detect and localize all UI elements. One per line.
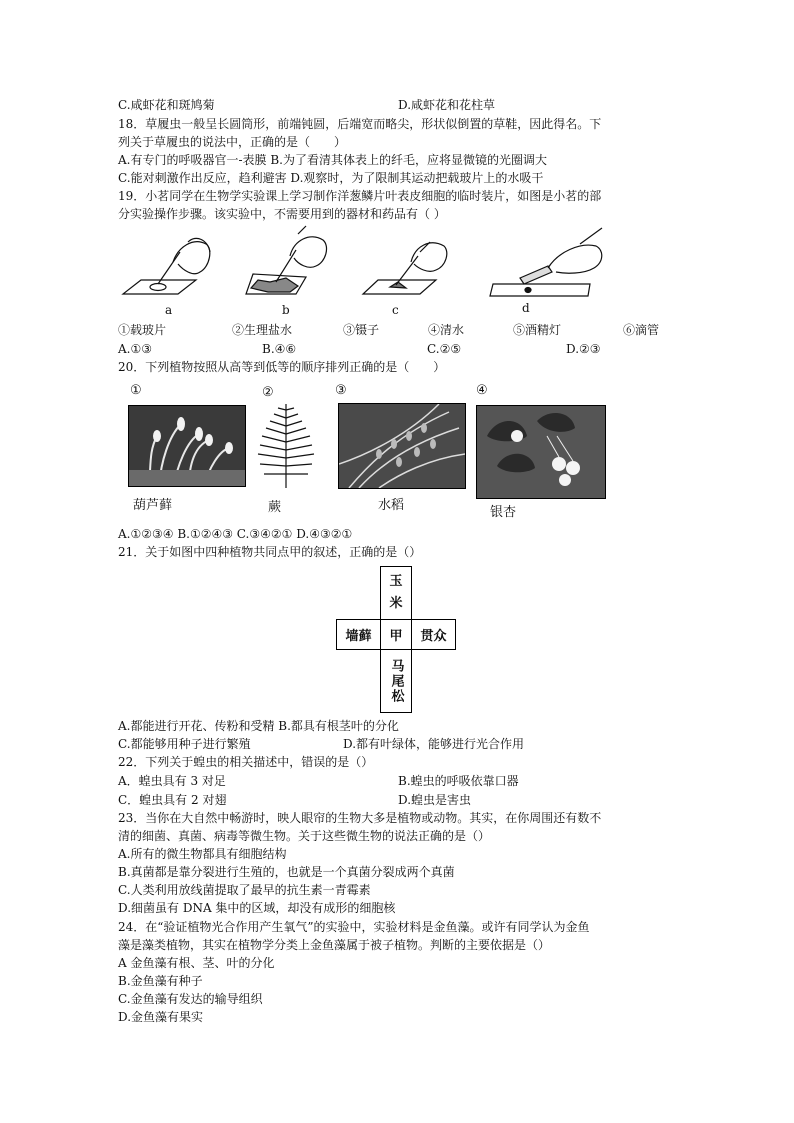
q19-figure <box>118 222 618 318</box>
moss-photo <box>128 405 246 487</box>
step-d-sketch <box>490 228 602 296</box>
q20-num-4: ④ <box>476 383 488 398</box>
q21-option-c: C.都能够用种子进行繁殖 <box>118 737 251 751</box>
q20-options: A.①②③④ B.①②④③ C.③④②① D.④③②① <box>118 527 353 541</box>
q19-item-3: ③镊子 <box>343 323 380 337</box>
q18-options-cd: C.能对刺激作出反应，趋利避害 D.观察时，为了限制其运动把载玻片上的水吸干 <box>118 171 544 185</box>
q24-stem-line1: 24．在“验证植物光合作用产生氧气”的实验中，实验材料是金鱼藻。或许有同学认为金鱼 <box>118 920 590 934</box>
q19-option-a: A.①③ <box>118 342 152 356</box>
q24-option-b: B.金鱼藻有种子 <box>118 974 203 988</box>
q19-item-1: ①载玻片 <box>118 323 167 337</box>
q19-fig-label-d: d <box>522 301 530 315</box>
q23-option-b: B.真菌都是靠分裂进行生殖的，也就是一个真菌分裂成两个真菌 <box>118 865 455 879</box>
q19-option-b: B.④⑥ <box>262 342 297 356</box>
q23-option-a: A.所有的微生物都具有细胞结构 <box>118 847 287 861</box>
step-b-sketch <box>246 226 327 294</box>
q19-stem-line1: 19．小茗同学在生物学实验课上学习制作洋葱鳞片叶表皮细胞的临时装片，如图是小茗的部 <box>118 189 602 203</box>
q20-num-3: ③ <box>335 383 347 398</box>
q17-option-d: D.咸虾花和花柱草 <box>398 98 496 112</box>
q19-stem-line2: 分实验操作步骤。该实验中，不需要用到的器材和药品有（ ） <box>118 207 446 221</box>
q19-item-6: ⑥滴管 <box>623 323 660 337</box>
ginkgo-photo <box>476 405 606 499</box>
q23-option-c: C.人类利用放线菌提取了最早的抗生素一青霉素 <box>118 883 371 897</box>
q20-name-ginkgo: 银杏 <box>490 505 517 520</box>
q22-option-b: B.蝗虫的呼吸依靠口器 <box>398 774 519 788</box>
q22-stem: 22．下列关于蝗虫的相关描述中，错误的是（） <box>118 755 374 769</box>
cross-top-char: 玉 <box>389 574 403 589</box>
q22-option-d: D.蝗虫是害虫 <box>398 793 472 807</box>
q22-option-c: C．蝗虫具有 2 对翅 <box>118 793 227 807</box>
q20-name-rice: 水稻 <box>378 498 405 513</box>
q19-fig-label-a: a <box>165 303 173 317</box>
q20-name-moss: 葫芦藓 <box>133 498 173 513</box>
cross-center-cell: 甲 <box>380 619 412 650</box>
step-a-sketch <box>123 238 210 294</box>
q20-name-fern: 蕨 <box>268 500 282 515</box>
cross-right-cell: 贯众 <box>411 619 456 650</box>
q21-stem: 21．关于如图中四种植物共同点甲的叙述，正确的是（） <box>118 545 422 559</box>
q19-item-5: ⑤酒精灯 <box>513 323 562 337</box>
q18-stem-line1: 18．草履虫一般呈长圆筒形，前端钝圆，后端宽而略尖，形状似倒置的草鞋，因此得名。下 <box>118 117 602 131</box>
q18-stem-line2: 列关于草履虫的说法中，正确的是（ ） <box>118 135 347 149</box>
q24-option-d: D.金鱼藻有果实 <box>118 1010 204 1024</box>
q19-option-d: D.②③ <box>566 342 601 356</box>
q19-item-4: ④清水 <box>428 323 465 337</box>
q19-item-2: ②生理盐水 <box>232 323 293 337</box>
q19-option-c: C.②⑤ <box>427 342 462 356</box>
q21-option-d: D.都有叶绿体，能够进行光合作用 <box>343 737 525 751</box>
cross-bottom-text: 马尾松 <box>388 658 404 704</box>
rice-photo <box>338 403 466 489</box>
q23-stem-line2: 清的细菌、真菌、病毒等微生物。关于这些微生物的说法正确的是（） <box>118 829 491 843</box>
q20-stem: 20．下列植物按照从高等到低等的顺序排列正确的是（ ） <box>118 360 446 374</box>
q19-fig-label-b: b <box>282 303 290 317</box>
q20-num-1: ① <box>130 383 142 398</box>
q22-option-a: A．蝗虫具有 3 对足 <box>118 774 226 788</box>
q24-option-c: C.金鱼藻有发达的输导组织 <box>118 992 263 1006</box>
cross-bottom-cell <box>380 649 412 713</box>
q17-option-c: C.咸虾花和斑鸠菊 <box>118 98 215 112</box>
q18-options-ab: A.有专门的呼吸器官一-表膜 B.为了看清其体表上的纤毛，应将显微镜的光圈调大 <box>118 153 547 167</box>
cross-top-cell <box>380 566 412 620</box>
step-c-sketch <box>363 242 447 294</box>
q19-fig-label-c: c <box>392 303 399 317</box>
q23-option-d: D.细菌虽有 DNA 集中的区域，却没有成形的细胞核 <box>118 901 396 915</box>
cross-top-char: 米 <box>389 596 403 611</box>
q23-stem-line1: 23．当你在大自然中畅游时，映人眼帘的生物大多是植物或动物。其实，在你周围还有数不 <box>118 811 602 825</box>
q24-option-a: A 金鱼藻有根、茎、叶的分化 <box>118 956 275 970</box>
q21-options-ab: A.都能进行开花、传粉和受精 B.都具有根茎叶的分化 <box>118 719 399 733</box>
cross-left-cell: 墙藓 <box>336 619 381 650</box>
fern-drawing <box>248 400 324 490</box>
q24-stem-line2: 藻是藻类植物，其实在植物学分类上金鱼藻属于被子植物。判断的主要依据是（） <box>118 938 551 952</box>
q20-num-2: ② <box>262 385 274 400</box>
